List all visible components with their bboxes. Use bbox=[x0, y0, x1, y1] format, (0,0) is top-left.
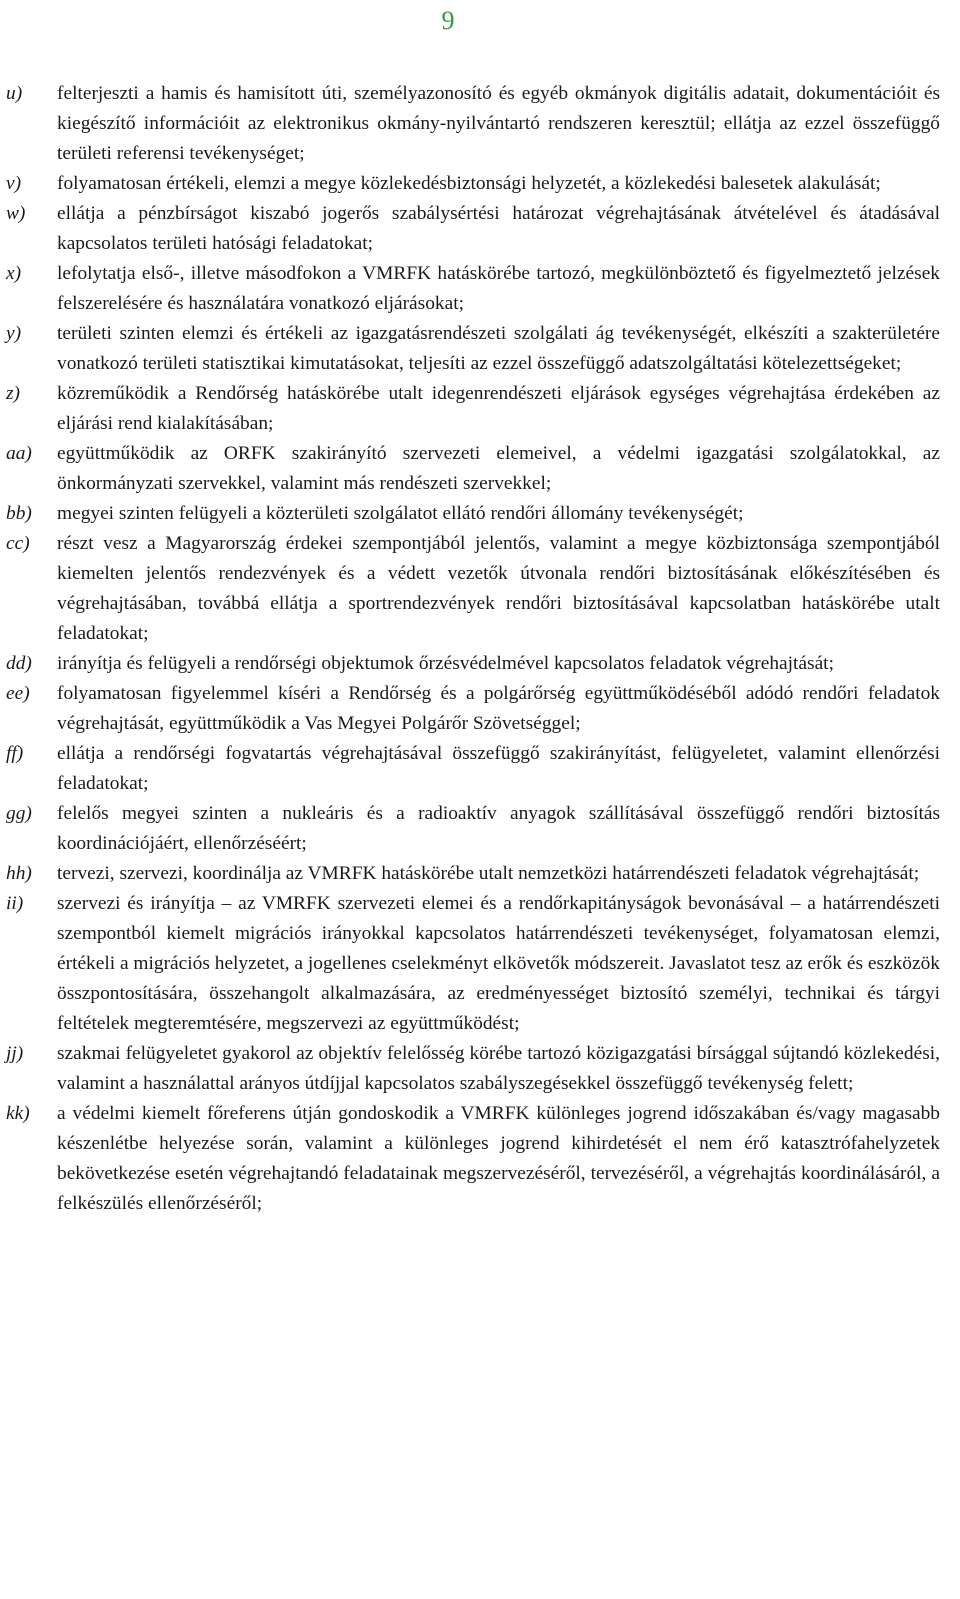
item-label: gg) bbox=[6, 803, 32, 824]
item-list bbox=[6, 79, 940, 1219]
item-text: területi szinten elemzi és értékeli az igazgatásrendészeti szolgálati ág tevékenységét, elkészíti a szakterületére vonatkozó területi statisztikai kimutatásokat, teljesíti az ezzel összefüggő adatszolgáltatási kötelezettségeket; bbox=[57, 323, 940, 374]
list-item bbox=[6, 739, 940, 799]
item-text: ellátja a rendőrségi fogvatartás végrehajtásával összefüggő szakirányítást, felügyeletet, valamint ellenőrzési feladatokat; bbox=[57, 743, 940, 794]
list-item bbox=[6, 379, 940, 439]
item-label: u) bbox=[6, 83, 23, 104]
list-item bbox=[6, 889, 940, 1039]
item-text: közreműködik a Rendőrség hatáskörébe utalt idegenrendészeti eljárások egységes végrehajtása érdekében az eljárási rend kialakításában; bbox=[57, 383, 940, 434]
list-item bbox=[6, 319, 940, 379]
item-text: folyamatosan figyelemmel kíséri a Rendőrség és a polgárőrség együttműködéséből adódó rendőri feladatok végrehajtását, együttműködik a Vas Megyei Polgárőr Szövetséggel; bbox=[57, 683, 940, 734]
item-text: együttműködik az ORFK szakirányító szervezeti elemeivel, a védelmi igazgatási szolgálatokkal, az önkormányzati szervekkel, valamint más rendészeti szervekkel; bbox=[57, 443, 940, 494]
item-label: y) bbox=[6, 323, 22, 344]
list-item bbox=[6, 859, 940, 889]
list-item bbox=[6, 679, 940, 739]
list-item bbox=[6, 439, 940, 499]
list-item bbox=[6, 259, 940, 319]
item-text: szakmai felügyeletet gyakorol az objektív felelősség körébe tartozó közigazgatási bírsággal sújtandó közlekedési, valamint a használattal arányos útdíjjal kapcsolatos szabályszegésekkel összefüggő tevékenység felett; bbox=[57, 1043, 940, 1094]
item-text: szervezi és irányítja – az VMRFK szervezeti elemei és a rendőrkapitányságok bevonásával – a határrendészeti szempontból kiemelt migrációs irányokkal kapcsolatos határrendészeti tevékenységet, folyamatosan elemzi, értékeli a migrációs helyzetet, a jogellenes cselekményt elkövetők módszereit. Javaslatot tesz az erők és eszközök összpontosítására, összehangolt alkalmazására, az eredményességet biztosító személyi, technikai és tárgyi feltételek megteremtésére, megszervezi az együttműködést; bbox=[57, 893, 940, 1034]
item-label: hh) bbox=[6, 863, 32, 884]
list-item bbox=[6, 649, 940, 679]
list-item bbox=[6, 169, 940, 199]
item-text: részt vesz a Magyarország érdekei szempontjából jelentős, valamint a megye közbiztonsága szempontjából kiemelten jelentős rendezvények és a védett vezetők útvonala rendőri biztosításának előkészítésében és végrehajtásában, továbbá ellátja a sportrendezvények rendőri biztosításával kapcsolatban hatáskörébe utalt feladatokat; bbox=[57, 533, 940, 644]
list-item bbox=[6, 79, 940, 169]
item-text: megyei szinten felügyeli a közterületi szolgálatot ellátó rendőri állomány tevékenységét; bbox=[57, 503, 744, 524]
item-label: dd) bbox=[6, 653, 32, 674]
list-item bbox=[6, 799, 940, 859]
item-label: z) bbox=[6, 383, 21, 404]
list-item bbox=[6, 529, 940, 649]
item-text: tervezi, szervezi, koordinálja az VMRFK hatáskörébe utalt nemzetközi határrendészeti feladatok végrehajtását; bbox=[57, 863, 920, 884]
item-text: irányítja és felügyeli a rendőrségi objektumok őrzésvédelmével kapcsolatos feladatok végrehajtását; bbox=[57, 653, 834, 674]
item-text: ellátja a pénzbírságot kiszabó jogerős szabálysértési határozat végrehajtásának átvételével és átadásával kapcsolatos területi hatósági feladatokat; bbox=[57, 203, 940, 254]
list-item bbox=[6, 499, 940, 529]
item-label: ii) bbox=[6, 893, 24, 914]
item-label: ff) bbox=[6, 743, 24, 764]
item-label: aa) bbox=[6, 443, 32, 464]
item-label: x) bbox=[6, 263, 22, 284]
list-item bbox=[6, 1039, 940, 1099]
item-label: kk) bbox=[6, 1103, 30, 1124]
list-item bbox=[6, 199, 940, 259]
item-label: cc) bbox=[6, 533, 30, 554]
item-text: a védelmi kiemelt főreferens útján gondoskodik a VMRFK különleges jogrend időszakában és/vagy magasabb készenlétbe helyezése során, valamint a különleges jogrend kihirdetését el nem érő katasztrófahelyzetek bekövetkezése esetén végrehajtandó feladatainak megszervezéséről, tervezéséről, a végrehajtás koordinálásáról, a felkészülés ellenőrzéséről; bbox=[57, 1103, 940, 1214]
item-label: jj) bbox=[6, 1043, 24, 1064]
item-text: felelős megyei szinten a nukleáris és a radioaktív anyagok szállításával összefüggő rendőri biztosítás koordinációjáért, ellenőrzéséért; bbox=[57, 803, 940, 854]
item-label: bb) bbox=[6, 503, 32, 524]
item-label: ee) bbox=[6, 683, 30, 704]
item-text: lefolytatja első-, illetve másodfokon a VMRFK hatáskörébe tartozó, megkülönböztető és figyelmeztető jelzések felszerelésére és használatára vonatkozó eljárásokat; bbox=[57, 263, 940, 314]
item-label: w) bbox=[6, 203, 26, 224]
item-text: folyamatosan értékeli, elemzi a megye közlekedésbiztonsági helyzetét, a közlekedési balesetek alakulását; bbox=[57, 173, 881, 194]
page-number: 9 bbox=[441, 6, 455, 35]
item-text: felterjeszti a hamis és hamisított úti, személyazonosító és egyéb okmányok digitális adatait, dokumentációit és kiegészítő információit az elektronikus okmány-nyilvántartó rendszeren keresztül; ellátja az ezzel összefüggő területi referensi tevékenységet; bbox=[57, 83, 940, 164]
list-item bbox=[6, 1099, 940, 1219]
item-label: v) bbox=[6, 173, 22, 194]
